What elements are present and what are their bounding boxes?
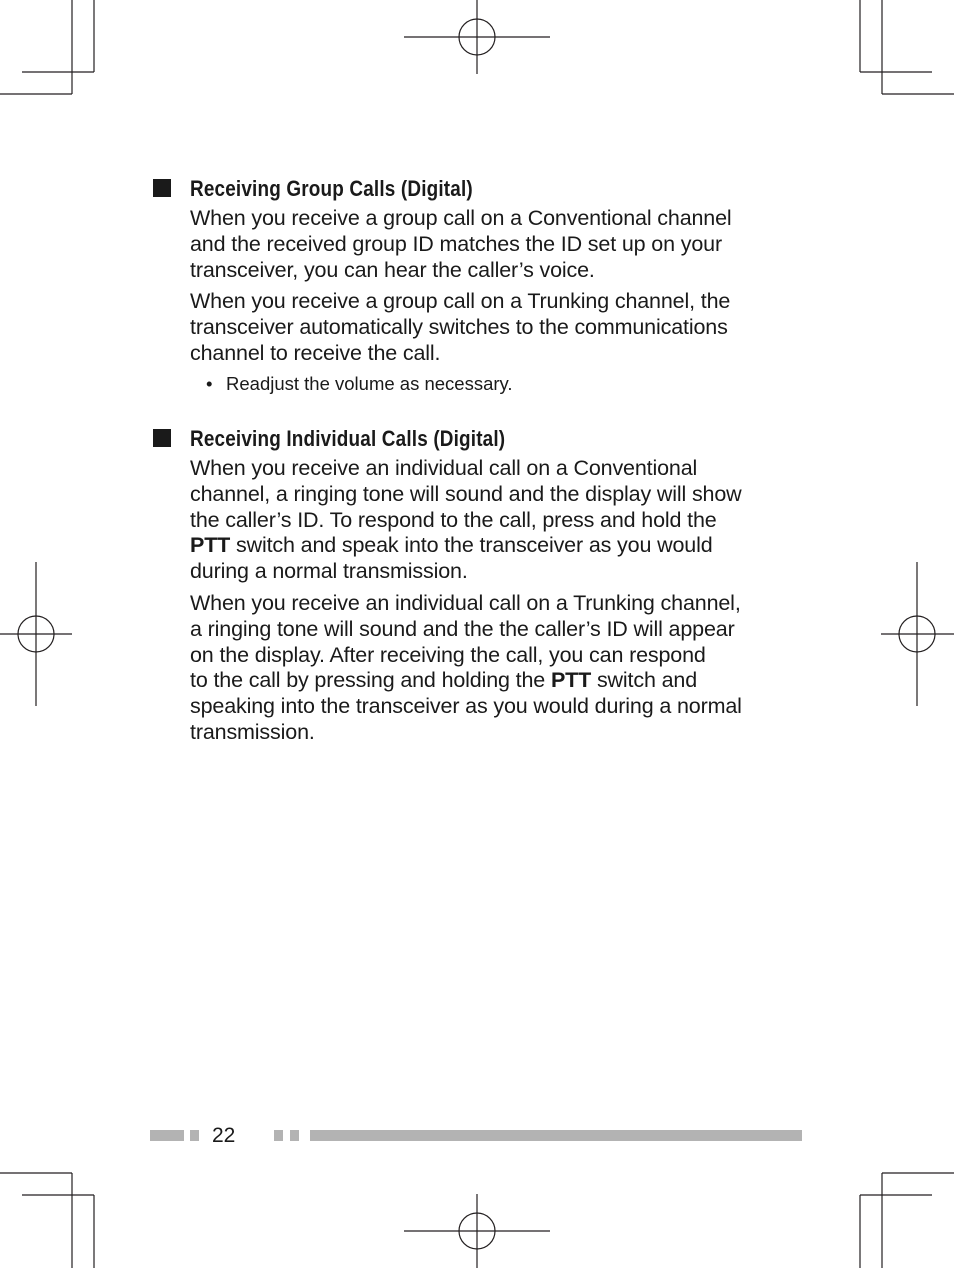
note-text: Readjust the volume as necessary. xyxy=(226,372,513,394)
page-footer xyxy=(0,1124,954,1148)
page-number: 22 xyxy=(212,1124,236,1147)
footer-bar-segment xyxy=(190,1130,199,1141)
paragraph: When you receive an individual call on a Trunking channel, a ringing tone will sound and the the caller’s ID will appear on the display. After receiving the call, you can respond to the call by pressing and holding the PTT switch and speaking into the transceiver as you would during a normal transmission. xyxy=(190,590,742,744)
section-heading xyxy=(152,426,802,456)
section-heading xyxy=(152,176,802,206)
footer-bar xyxy=(310,1130,802,1141)
footer-bar-segment xyxy=(290,1130,299,1141)
ptt-key-label: PTT xyxy=(190,533,231,558)
paragraph: When you receive a group call on a Conventional channel and the received group ID matches the ID set up on your transceiver, you can hear the caller’s voice. xyxy=(190,206,732,282)
heading-text: Receiving Individual Calls (Digital) xyxy=(190,426,506,451)
note-bullet xyxy=(190,373,802,397)
bullet-dot-icon: • xyxy=(206,372,213,394)
paragraph: When you receive an individual call on a Conventional channel, a ringing tone will sound and the display will show the caller’s ID. To respond to the call, press and hold the PTT switch and speak into the transceiver as you would during a normal transmission. xyxy=(190,456,742,584)
section-group-calls xyxy=(152,176,802,397)
paragraph: When you receive a group call on a Trunking channel, the transceiver automatically switches to the communications channel to receive the call. xyxy=(190,289,731,365)
square-bullet-icon xyxy=(153,179,171,197)
ptt-key-label: PTT xyxy=(550,668,592,693)
footer-bar-segment xyxy=(274,1130,283,1141)
section-individual-calls xyxy=(152,426,802,752)
square-bullet-icon xyxy=(153,429,171,447)
heading-text: Receiving Group Calls (Digital) xyxy=(190,176,473,201)
footer-bar-segment xyxy=(150,1130,184,1141)
